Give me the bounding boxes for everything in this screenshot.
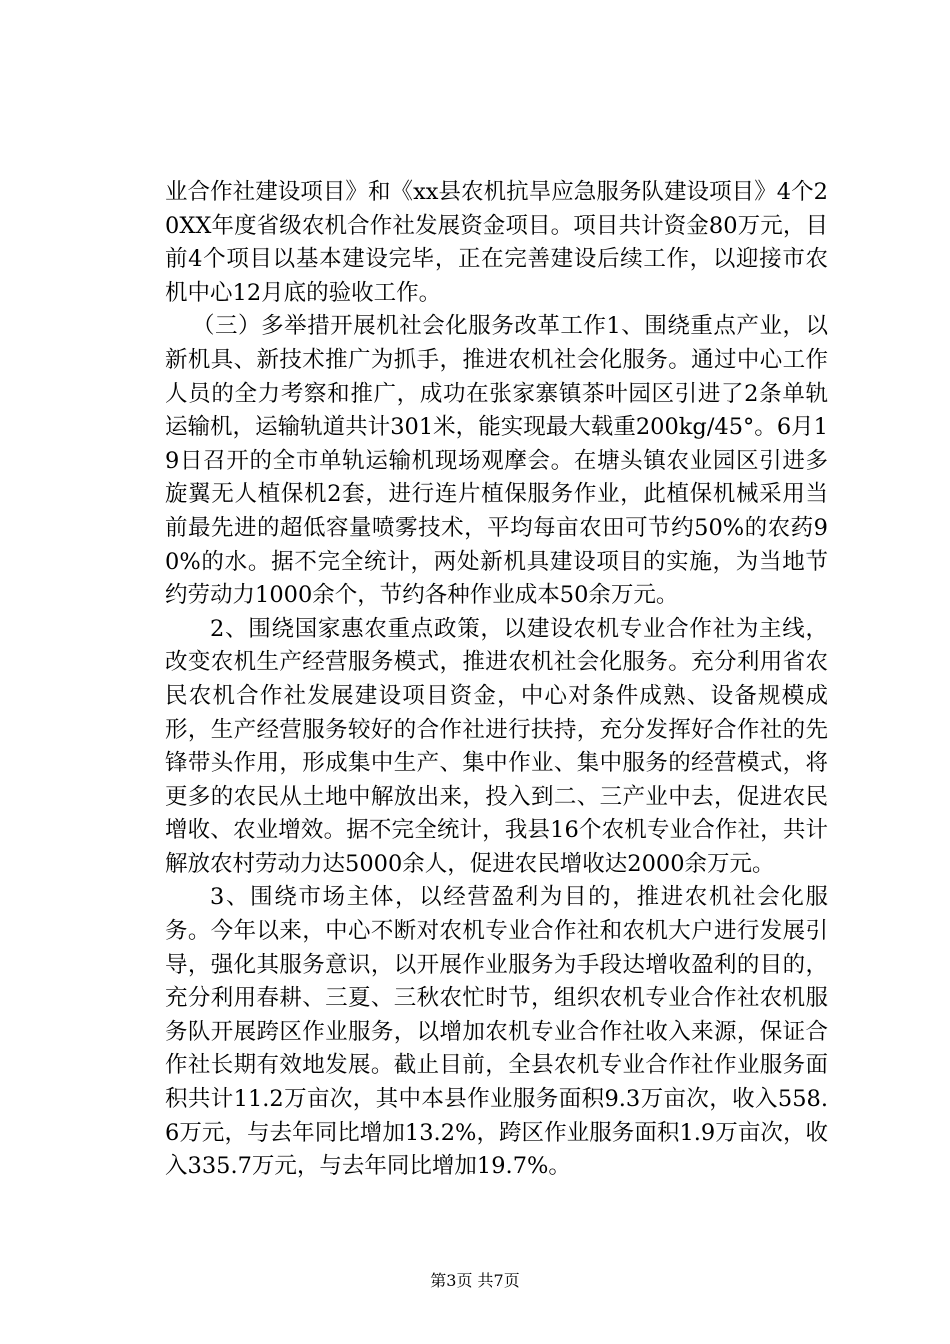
document-body bbox=[165, 176, 828, 1184]
paragraph-item-two: 2、围绕国家惠农重点政策，以建设农机专业合作社为主线，改变农机生产经营服务模式，推进农机社会化服务。充分利用省农民农机合作社发展建设项目资金，中心对条件成熟、设备规模成形，生产经营服务较好的合作社进行扶持，充分发挥好合作社的先锋带头作用，形成集中生产、集中作业、集中服务的经营模式，将更多的农民从土地中解放出来，投入到二、三产业中去，促进农民增收、农业增效。据不完全统计，我县16个农机专业合作社，共计解放农村劳动力达5000余人，促进农民增收达2000余万元。 bbox=[165, 615, 828, 877]
page-number-label: 第3页 共7页 bbox=[430, 1271, 520, 1290]
paragraph-section-three: （三）多举措开展机社会化服务改革工作1、围绕重点产业，以新机具、新技术推广为抓手，推进农机社会化服务。通过中心工作人员的全力考察和推广，成功在张家寨镇茶叶园区引进了2条单轨运输机，运输轨道共计301米，能实现最大载重200kg/45°。6月19日召开的全市单轨运输机现场观摩会。在塘头镇农业园区引进多旋翼无人植保机2套，进行连片植保服务作业，此植保机械采用当前最先进的超低容量喷雾技术，平均每亩农田可节约50%的农药90%的水。据不完全统计，两处新机具建设项目的实施，为当地节约劳动力1000余个，节约各种作业成本50余万元。 bbox=[165, 313, 828, 609]
paragraph-project-summary: 业合作社建设项目》和《xx县农机抗旱应急服务队建设项目》4个20XX年度省级农机合作社发展资金项目。项目共计资金80万元，目前4个项目以基本建设完毕，正在完善建设后续工作，以迎接市农机中心12月底的验收工作。 bbox=[165, 179, 828, 306]
page-footer bbox=[0, 1271, 950, 1291]
paragraph-item-three: 3、围绕市场主体，以经营盈利为目的，推进农机社会化服务。今年以来，中心不断对农机专业合作社和农机大户进行发展引导，强化其服务意识，以开展作业服务为手段达增收盈利的目的，充分利用春耕、三夏、三秋农忙时节，组织农机专业合作社农机服务队开展跨区作业服务，以增加农机专业合作社收入来源，保证合作社长期有效地发展。截止目前，全县农机专业合作社作业服务面积共计11.2万亩次，其中本县作业服务面积9.3万亩次，收入558.6万元，与去年同比增加13.2%，跨区作业服务面积1.9万亩次，收入335.7万元，与去年同比增加19.7%。 bbox=[165, 884, 828, 1180]
